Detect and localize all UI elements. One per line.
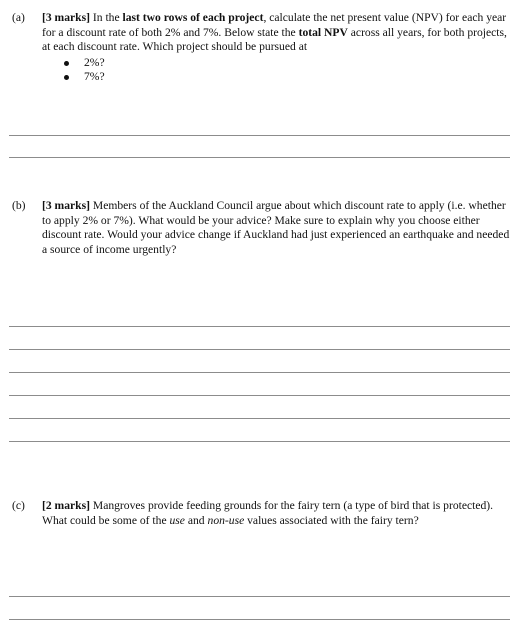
bullet-text: 7%? bbox=[84, 70, 105, 84]
question-c-letter: (c) bbox=[12, 499, 25, 512]
question-b-body: Members of the Auckland Council argue about which discount rate to apply (i.e. whether to apply 2% or 7%). What would be your advice? Make sure to explain why you choose either discount rate. Would your advice change if Auckland had just experienced an earthquake and needed a source of income urgently? bbox=[42, 199, 510, 256]
question-c-text-part-3: values associated with the fairy tern? bbox=[244, 513, 419, 527]
bullet-item bbox=[42, 56, 516, 71]
question-c-emphasis-non-use: non-use bbox=[207, 513, 245, 527]
bullet-dot-icon bbox=[64, 61, 69, 66]
question-a-letter: (a) bbox=[12, 11, 25, 24]
answer-line bbox=[9, 349, 510, 350]
question-a-text-part-2: , calculate the net present value (NPV) for each year for a discount rate of both 2% and 7%. Below state the bbox=[42, 11, 507, 39]
bullet-dot-icon bbox=[64, 75, 69, 80]
answer-line bbox=[9, 135, 510, 136]
question-a-text bbox=[42, 11, 516, 55]
question-b-letter: (b) bbox=[12, 199, 26, 212]
bullet-item bbox=[42, 70, 516, 85]
answer-line bbox=[9, 441, 510, 442]
question-b-marks: [3 marks] bbox=[42, 199, 90, 212]
answer-line bbox=[9, 326, 510, 327]
question-c-text bbox=[42, 499, 516, 528]
answer-line bbox=[9, 418, 510, 419]
question-a-marks: [3 marks] bbox=[42, 11, 90, 24]
answer-line bbox=[9, 395, 510, 396]
question-c-marks: [2 marks] bbox=[42, 499, 90, 512]
question-c bbox=[12, 499, 516, 528]
question-a-emphasis-2: total NPV bbox=[298, 25, 348, 39]
bullet-text: 2%? bbox=[84, 55, 105, 69]
answer-line bbox=[9, 157, 510, 158]
question-a bbox=[12, 11, 516, 85]
question-a-bullet-list bbox=[42, 56, 516, 85]
answer-line bbox=[9, 619, 510, 620]
question-c-emphasis-use: use bbox=[169, 513, 185, 527]
question-a-text-part-3: across all years, for both projects, at each discount rate. Which project should be pursued at bbox=[42, 25, 507, 54]
question-c-text-part-2: and bbox=[184, 513, 208, 527]
question-a-text-part-1: In the bbox=[89, 11, 123, 24]
question-b bbox=[12, 199, 516, 257]
answer-line bbox=[9, 596, 510, 597]
question-b-text bbox=[42, 199, 516, 257]
question-c-text-part-1: Mangroves provide feeding grounds for the fairy tern (a type of bird that is protected). What could be some of the bbox=[42, 499, 494, 527]
answer-line bbox=[9, 372, 510, 373]
question-a-emphasis-1: last two rows of each project bbox=[122, 11, 264, 24]
